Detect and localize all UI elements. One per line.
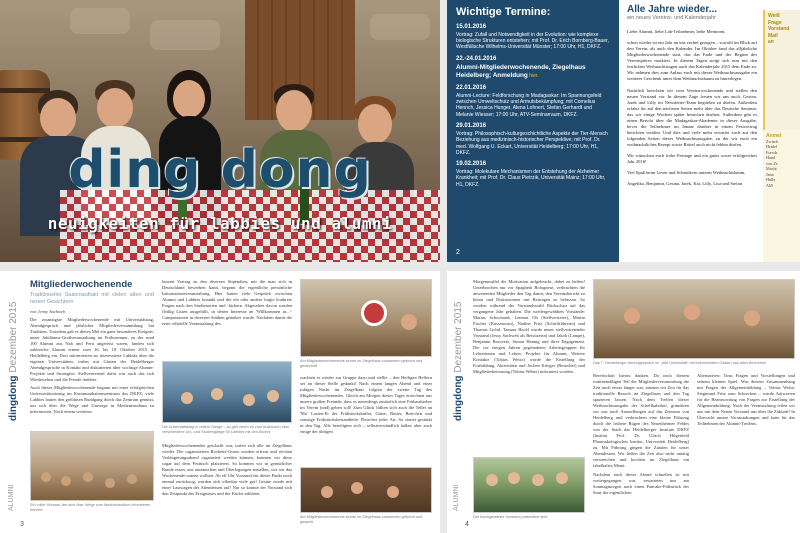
photo-caption: Das 7. Heidelberger Abendgespräch im „Alte Universität“ mit interessierten Gästen aus allen Bereichen [593, 361, 767, 365]
section-label: ALUMNI [453, 484, 460, 511]
page-4 [447, 271, 800, 533]
date-entry: 19.02.2016 Vortrag: Molekulare Mechanismen der Entstehung der Alzheimer Krankheit; mit Prof. Dr. Claus Pietrzik, Universität Mainz; 17:00 Uhr, H1, DKFZ. [456, 161, 606, 188]
letter-paragraph: Wir wünschen euch frohe Festtage und ein gutes sowie erfolgreiches Jahr 2016! [627, 153, 757, 165]
photo-caption: Die Universitätstag in vollem Gange – so galt vielen es zum Austausch über verschiedene Uni- und Studiengänge für Labbies mit den Alumni. [162, 425, 290, 434]
letter-lead: ein neues Vereins- und Kalenderjahr [627, 15, 716, 21]
article-subtitle: Traditioneller Saisonauftakt mit vielen alten und neuen Gesichtern [30, 291, 154, 305]
date-entry: 29.01.2016 Vortrag: Philosophisch-kulturgeschichtliche Aspekte der Tier-Mensch Beziehung aus medizinisch-historischer Perspektive; mit Prof. Dr. med. Wolfgang U. Eckart, Universität Heidelberg; 17:00 Uhr, H1, DKFZ. [456, 123, 608, 156]
editorial-letter [627, 4, 757, 262]
article-column: Alternativen: Tims Fragen und Vorstellungen und seinem kleinen Spiel. Was diesem Zusammenhang mit Fragen der Allgemeinbildung – Tobias Weise, Siegmund Fritz zum Schrecken – wurde Antworten für die Beantwortung von Fragen zur Erstellung der Allgemeinbildung. Nach der Veranstaltung teilen wir uns mit dem Neuen Vorstand uns über die Zukunft! In Übersicht unsere Veranstaltungen und hatte für das Teilnehmen der Alumni-Treffens. [697, 373, 795, 426]
photo-caption: Am Mitgliederwochenende wurde im Ziegelhaus zusammen gekocht und gespielt [300, 515, 423, 524]
article-title: Mitgliederwochenende [30, 279, 133, 290]
article-column: Bereitschaft hierzu danken. Da nach diesem routinemäßigen Teil der Mitgliederversammlung die Zeit noch etwas länger war, nutzten wir Zeit für das traditionelle Besuch im Ziegelhaus und den Tag spazieren lassen. Nach dem Treffen dieser Weihnachtsausgabe der Schelfbahnhof, gründeten wir uns noch Ausstellungen auf das Zentrum von Heidelberg und verbrachten eine kleine Führung durch die frühere Rügen des Neuenheimer Feldes von der Stadt das Heidelberger Institute DKFZ (Institut Prof. Dr. Ulrich Hilgenfeld Pharmakologisches Institut, Universität Heidelberg) zu. Mit Führung gingen die Zutaten für unser Abendessen. Wir ließen die Zeit also nicht untätig verstreichen und kochten im Ziegelhaus ein fabelhaftes Menü. Nachdem auch dieser Abend schnellen ist mit weitergegangen war, erwarteten uns am Sonntagmorgen auch einen Pancake-Frühstück der Start der eigentlichen [593, 373, 689, 495]
article-column: wachten er wieder zur Gruppe dazu und stellte – den Heiligen Helfern sei an dieser Stelle gedankt! Nach einem langen Abend und einer ruhigen Nacht im Ziegelhaus folgten der zweite Tag des Mitgliederwochenendes. Gleich am Morgen dieses Tages erreichten uns unsere großen Freunde, dass es neuerdings zusätzlich eine Frühaufsteher im Verein (und) geben soll! Zum Glück füllten sich auch die Teller an 'Mo' Lasten-Ei der Frühstücksbuffet, Gäste, Butter, Brötchen und sonstige Frühstücksbestandteile: Fleischer jeder Art. So startet gestärkt in den Tag. Alle beteiligten sich – selbstverständlich halber aber auch einige der übrigen [300, 375, 432, 434]
article-column: Mitgliederwochenende Traditioneller Saisonauftakt mit vielen alten und neuen Gesichtern von Jenny Sachweh Die zwanzigste Mitgliederwochenende mit Universitätstag, Abendgespräch und jährlicher Mitgliederversammlung hat Tradition. Trotzdem gab es dieses Mal ein ganz besonderes Ereignis: unser Jubiläums-Großveranstaltung im Frühsommer, zu der rund 100 Alumni aus Nah und Fern angereist waren, fanden sich zahlreiche Alumni erneut vom 16. bis 18. Oktober 2015 in Heidelberg ein. Dort informierten sie interessierte Labbies über die eigenen Universitäten, trafen mit Gästen der Heidelberger Abendgespräche in Kontakt und diskutierten über wichtige Alumni-Projekte und Strategien. Stellvertretend dafür war auch das sich Wiedersehen und die Freude darüber. Auch dieses Mitgliederwochenende begann mit einer erfolgreichen Universitätssitzung im Kommunikationszentrum des DKFZ; viele Labbies hatten den geführten Rundgang durch das Zentrum genutzt, um sich über die Wege und Umwege in Medizinstudium zu informieren. Nach einem weiteren [30, 279, 154, 414]
page-number: 3 [20, 521, 24, 528]
photo-caption: Am Mitgliederwochenende wurde im Ziegelhaus zusammen gekocht und gesiechelt [300, 359, 423, 368]
board-photo [473, 457, 585, 513]
letter-paragraph: Viel Spaß beim Lesen und Schmökern unterm Weihnachtsbaum, [627, 170, 746, 176]
letter-paragraph: Natürlich berichten wir vom Vereinswochenende und stellen den neuen Vorstand vor. In diesem Zuge freuen wir uns auch, Gesina, Jarek und Lilly im Newsletter-Team begrüßen zu dürfen. Außerdem erfahrt ihr auf den nächsten Seiten mehr über das Deutsche Seminar, das wir einige Wochen später besuchen durften. Außerdem gibt es einen Bericht über die Madagaskar-Akademie in dieser Ausgabe, bevor die Teilnehmer im Januar darüber in einem Festvortrag berichten werden. Und dies und viele mehr erwartet euch auf den folgenden Seiten dieser Weihnachtsausgabe, zu der wir euch ein weihnachtliches Rezept sowie Rätsel auch nicht fehlen dürfen. [627, 87, 757, 148]
side-registration-box: Anmel Zwisch Heidel Forsch Hand von Ze Macht Jann Hülle AM [763, 130, 800, 262]
important-dates-panel [447, 0, 619, 262]
article-column: Morgenmuffel die Motivation aufgebracht, dabei zu helfen! Unterbrochen nur vor Spaghetti Bolognese, verbrachten die anwesenden Mitglieder den Tag damit, den Vereinsbericht zu hören und Diskussionen mit Beiträgen zu befassen. So wurden während der Vorstandswahl Rückschau auf das vergangene Jahr gehalten. Die wiedergewählten Vorstände: Marius Schuchardt, Lennart Oh (Stellvertreter), Martin Fischer (Kassenwart), Nadine Fritz (Schriftführerin) und Thomas Lichtl. Tamara Hackl wurde neuer stellvertretender Vorstand (Jessy Sachweh als Beisitzerin) und Jakob (Lampe), Benjamin Borovetz, Simon Hennig und ihrer Engagement. Die vor einigen Jahren gegründeten Arbeitsgruppen für Lehrerinnen und Lehrer, Projekte für Alumni, Weitere Kontakte (Tobias Weisz) wurde die Erstellung der Fortbildung, Aktivitäten und Jochen Krieger (Besucher) und Mitgliederbetreuung (Tobias Weber) informiert worden. [473, 279, 585, 374]
side-label: dingdong Dezember 2015 [453, 301, 464, 421]
cooking-photo [300, 279, 432, 357]
section-label: ALUMNI [8, 484, 15, 511]
date-entry: 15.01.2016 Vortrag: Zufall und Notwendigkeit in der Evolution: wie komplexe biologische Strukturen entstehen; mit Prof. Dr. Erich Bornberg-Bauer, Westfälische Wilhelms-Universität Münster; 17:00 Uhr, H1, DKFZ. [456, 24, 609, 51]
letter-signature: Angelika, Benjamin, Gesina, Jarek, Kai, Lilly, Lisa und Stefan [627, 181, 743, 187]
lecture-hall-photo [30, 431, 154, 501]
page-number: 2 [456, 249, 460, 256]
photo-caption: Ein voller Hörsaal, der sich über Wege zum Medizinstudium informieren möchte. [30, 503, 151, 512]
article-column: Mitgliederwochenendes geschafft war, trafen sich alle im Ziegelhaus wieder. Die organisierten Rockette-Gurus wurden erfreut und reichen Verlängerungsabend organisiert werden können, konnten wir diese sogar auf dem Festtisch platzieren. So konnten wir in gemütlicher Runde essen, uns austauschen und Überlegungen anstellen, wie wir das Wochenende nutzen wollten. Ab elf Uhr Vorstand ein dieser Punkt noch einmal zurückzog, wurden sich offenbar viele gar! Gesine wurde mit einer Lastwagen des Abendessen auf! Nur so konnte der Vorstand sich den Zeitpunkt des Ereignisses und der Küche erklären. [162, 443, 292, 496]
newsletter-title: ding dong [68, 140, 372, 200]
letter-title: Alle Jahre wieder... [627, 4, 718, 15]
side-info-box: Weiß Frage Vorstand Mail an [763, 10, 800, 262]
letter-paragraph: Liebe Alumni, liebe Lab-Teilnehmer, liebe Mentoren, [627, 29, 726, 34]
university-day-photo [162, 361, 292, 423]
dates-heading: Wichtige Termine: [456, 6, 551, 18]
photo-caption: Der frischgewählte Vorstand präsentiert sich. [473, 515, 549, 519]
evening-talk-photo [593, 279, 795, 359]
author: von Jenny Sachweh [30, 309, 66, 315]
newsletter-subtitle: neuigkeiten für labbies und alumni [47, 214, 393, 233]
group-photo [300, 467, 432, 513]
cover-page [0, 0, 440, 262]
letter-paragraph: schon wieder ist ein Jahr an uns vorbei gezogen – sowohl im Blick auf den Verein, als auch den Kalender. Im Oktober fand das alljährliche Mitgliederwochenende statt, das das Ende und der Beginn des Vereinsjahres markiert. In diesem Tagen steigt sich nun mit den festlichen Weihnachtstagen auch das Kalenderjahr 2015 dem Ende zu. Wir nehmen dies zum Anlass euch mit dieser Weihnachtsausgabe ein weiteres Geschenk unter dem Weihnachtsbaum zu hinterlegen. [627, 40, 757, 82]
page-2 [447, 0, 800, 262]
date-entry: 22.01.2016 Alumni-Lecture: Feldforschung in Madagaskar: Im Spannungsfeld zwischen Umweltschutz und Armutsbekämpfung; mit Cornelius Hennch, Jessica Hunger, Alena Lohnert, Stefan Gerhardt und Melanie Wiesser; 17:00 Uhr, ATV-Seminarraum, DKFZ. [456, 84, 602, 118]
date-entry: 22.-24.01.2016 Alumni-Mitgliederwochenende, Ziegelhaus Heidelberg; Anmeldung hier. [456, 55, 586, 79]
registration-link[interactable]: hier. [529, 72, 539, 79]
article-column: kurzen Vortrag zu den diversen Stipendien, mit die man sich in Deutschland bewerben kann, begann die eigentliche persönliche Informationsveranstaltung. Hier hatten viele Gespräch zwischen Alumni und Labbies kontakt und der ein oder andere fragte konkrete Fragen nach den Studienorten und -fächern. Abgesehen davon wurden fleißig Listen ausgefüllt, in denen Interesse an 'Willkommen in...'-Campustouren in diversen Städten geäußert wurde. Nachdem damit die erste offizielle Veranstaltung des [162, 279, 292, 326]
side-label: dingdong Dezember 2015 [8, 301, 19, 421]
page-number: 4 [465, 521, 469, 528]
page-3 [0, 271, 440, 533]
